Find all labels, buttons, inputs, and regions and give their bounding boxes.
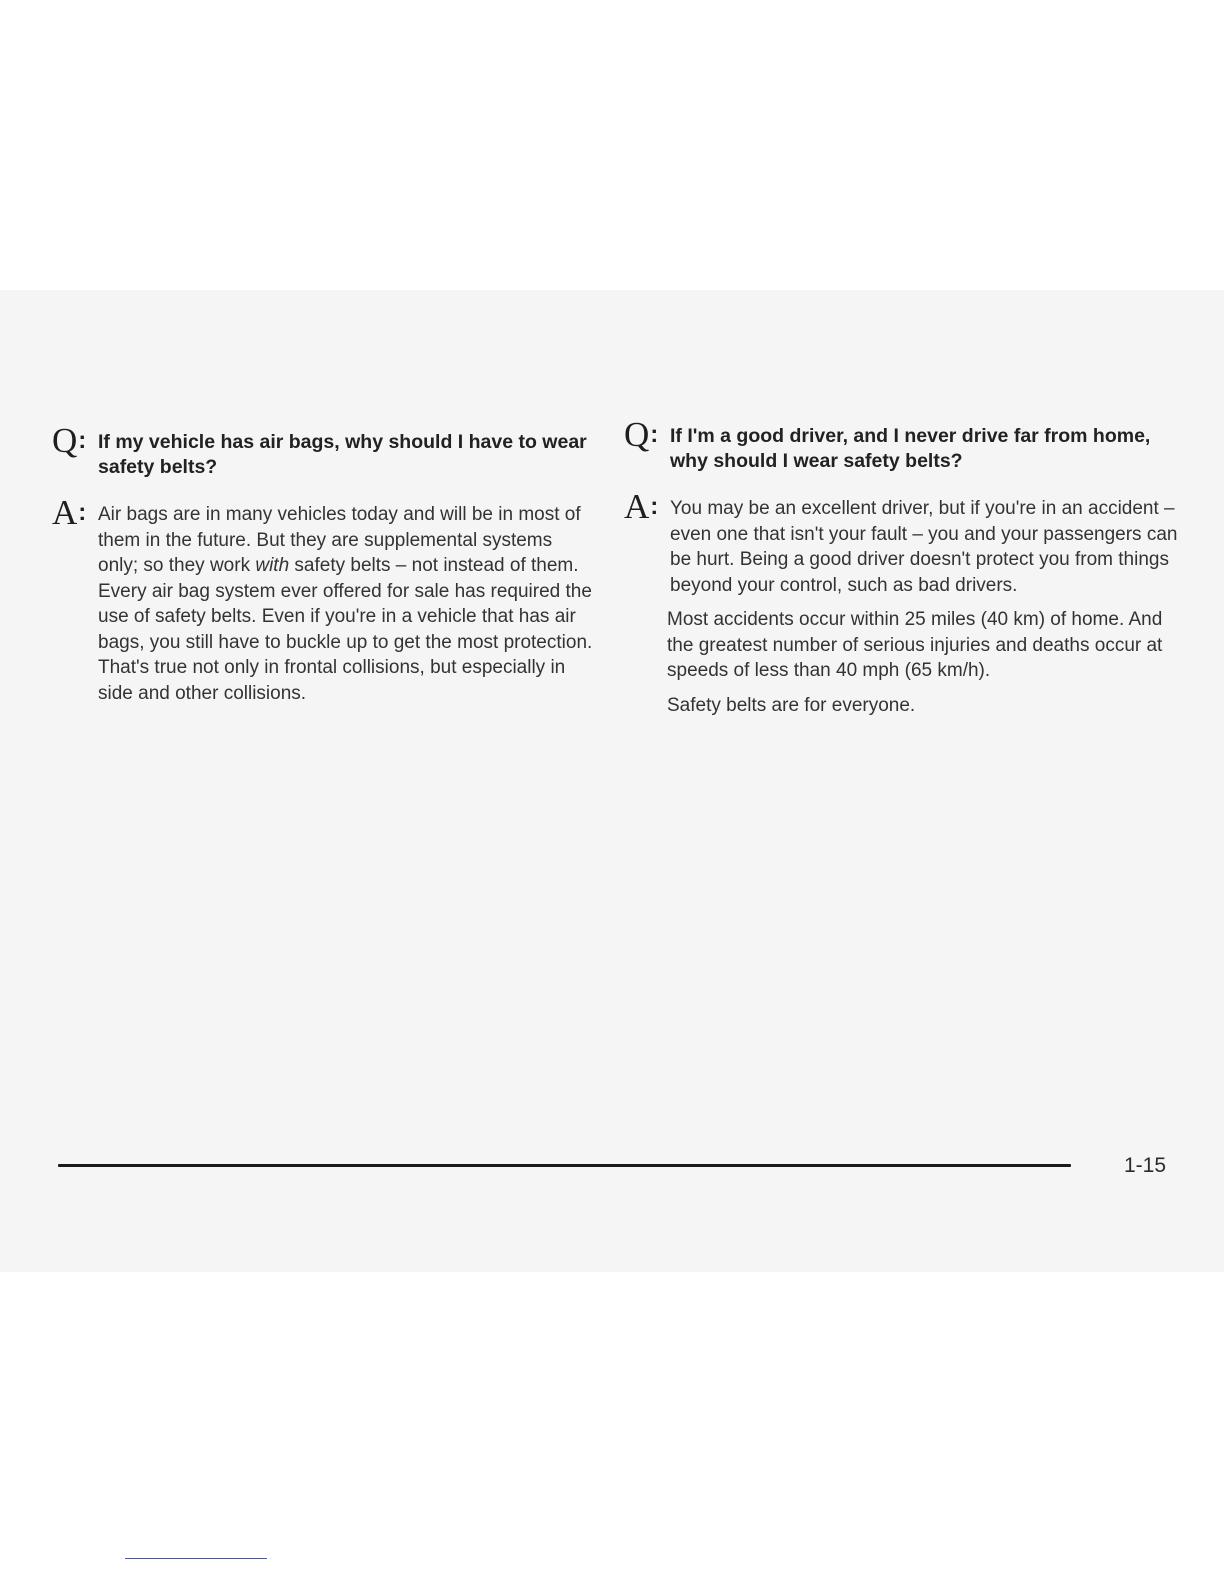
answer-paragraph-2: Most accidents occur within 25 miles (40 km) of home. And the greatest number of serious injuries and deaths occur at speeds of less than 40 mph (65 km/h). <box>667 609 1163 681</box>
question-text: If my vehicle has air bags, why should I have to wear safety belts? <box>98 431 587 478</box>
question-marker: Q: <box>624 415 659 454</box>
page-number: 1-15 <box>1124 1154 1167 1177</box>
qa-block-air-bags <box>52 421 597 706</box>
answer-paragraph-1: You may be an excellent driver, but if you're in an accident – even one that isn't your fault – you and your passengers can be hurt. Being a good driver doesn't protect you from things beyond your control, such as bad drivers. <box>670 498 1178 596</box>
answer-text <box>667 496 1184 718</box>
answer-row <box>624 487 1184 718</box>
footer-rule <box>58 1164 1071 1167</box>
answer-emphasis: with <box>255 555 290 576</box>
question-row <box>624 415 1184 474</box>
answer-text <box>98 502 597 706</box>
answer-paragraph-3: Safety belts are for everyone. <box>667 694 916 716</box>
answer-marker: A: <box>624 487 659 526</box>
question-text: If I'm a good driver, and I never drive far from home, why should I wear safety belts? <box>670 425 1151 472</box>
qa-block-good-driver <box>624 415 1184 718</box>
bottom-link-underline <box>125 1558 267 1559</box>
answer-marker: A: <box>52 493 87 532</box>
answer-row <box>52 493 597 706</box>
answer-paragraph: Air bags are in many vehicles today and will be in most of them in the future. But they are supplemental systems only; so they work with safety belts – not instead of them. Every air bag system ever offered for sale has required the use of safety belts. Even if you're in a vehicle that has air bags, you still have to buckle up to get the most protection. That's true not only in frontal collisions, but especially in side and other collisions. <box>98 504 593 704</box>
question-marker: Q: <box>52 421 87 460</box>
question-row <box>52 421 597 480</box>
